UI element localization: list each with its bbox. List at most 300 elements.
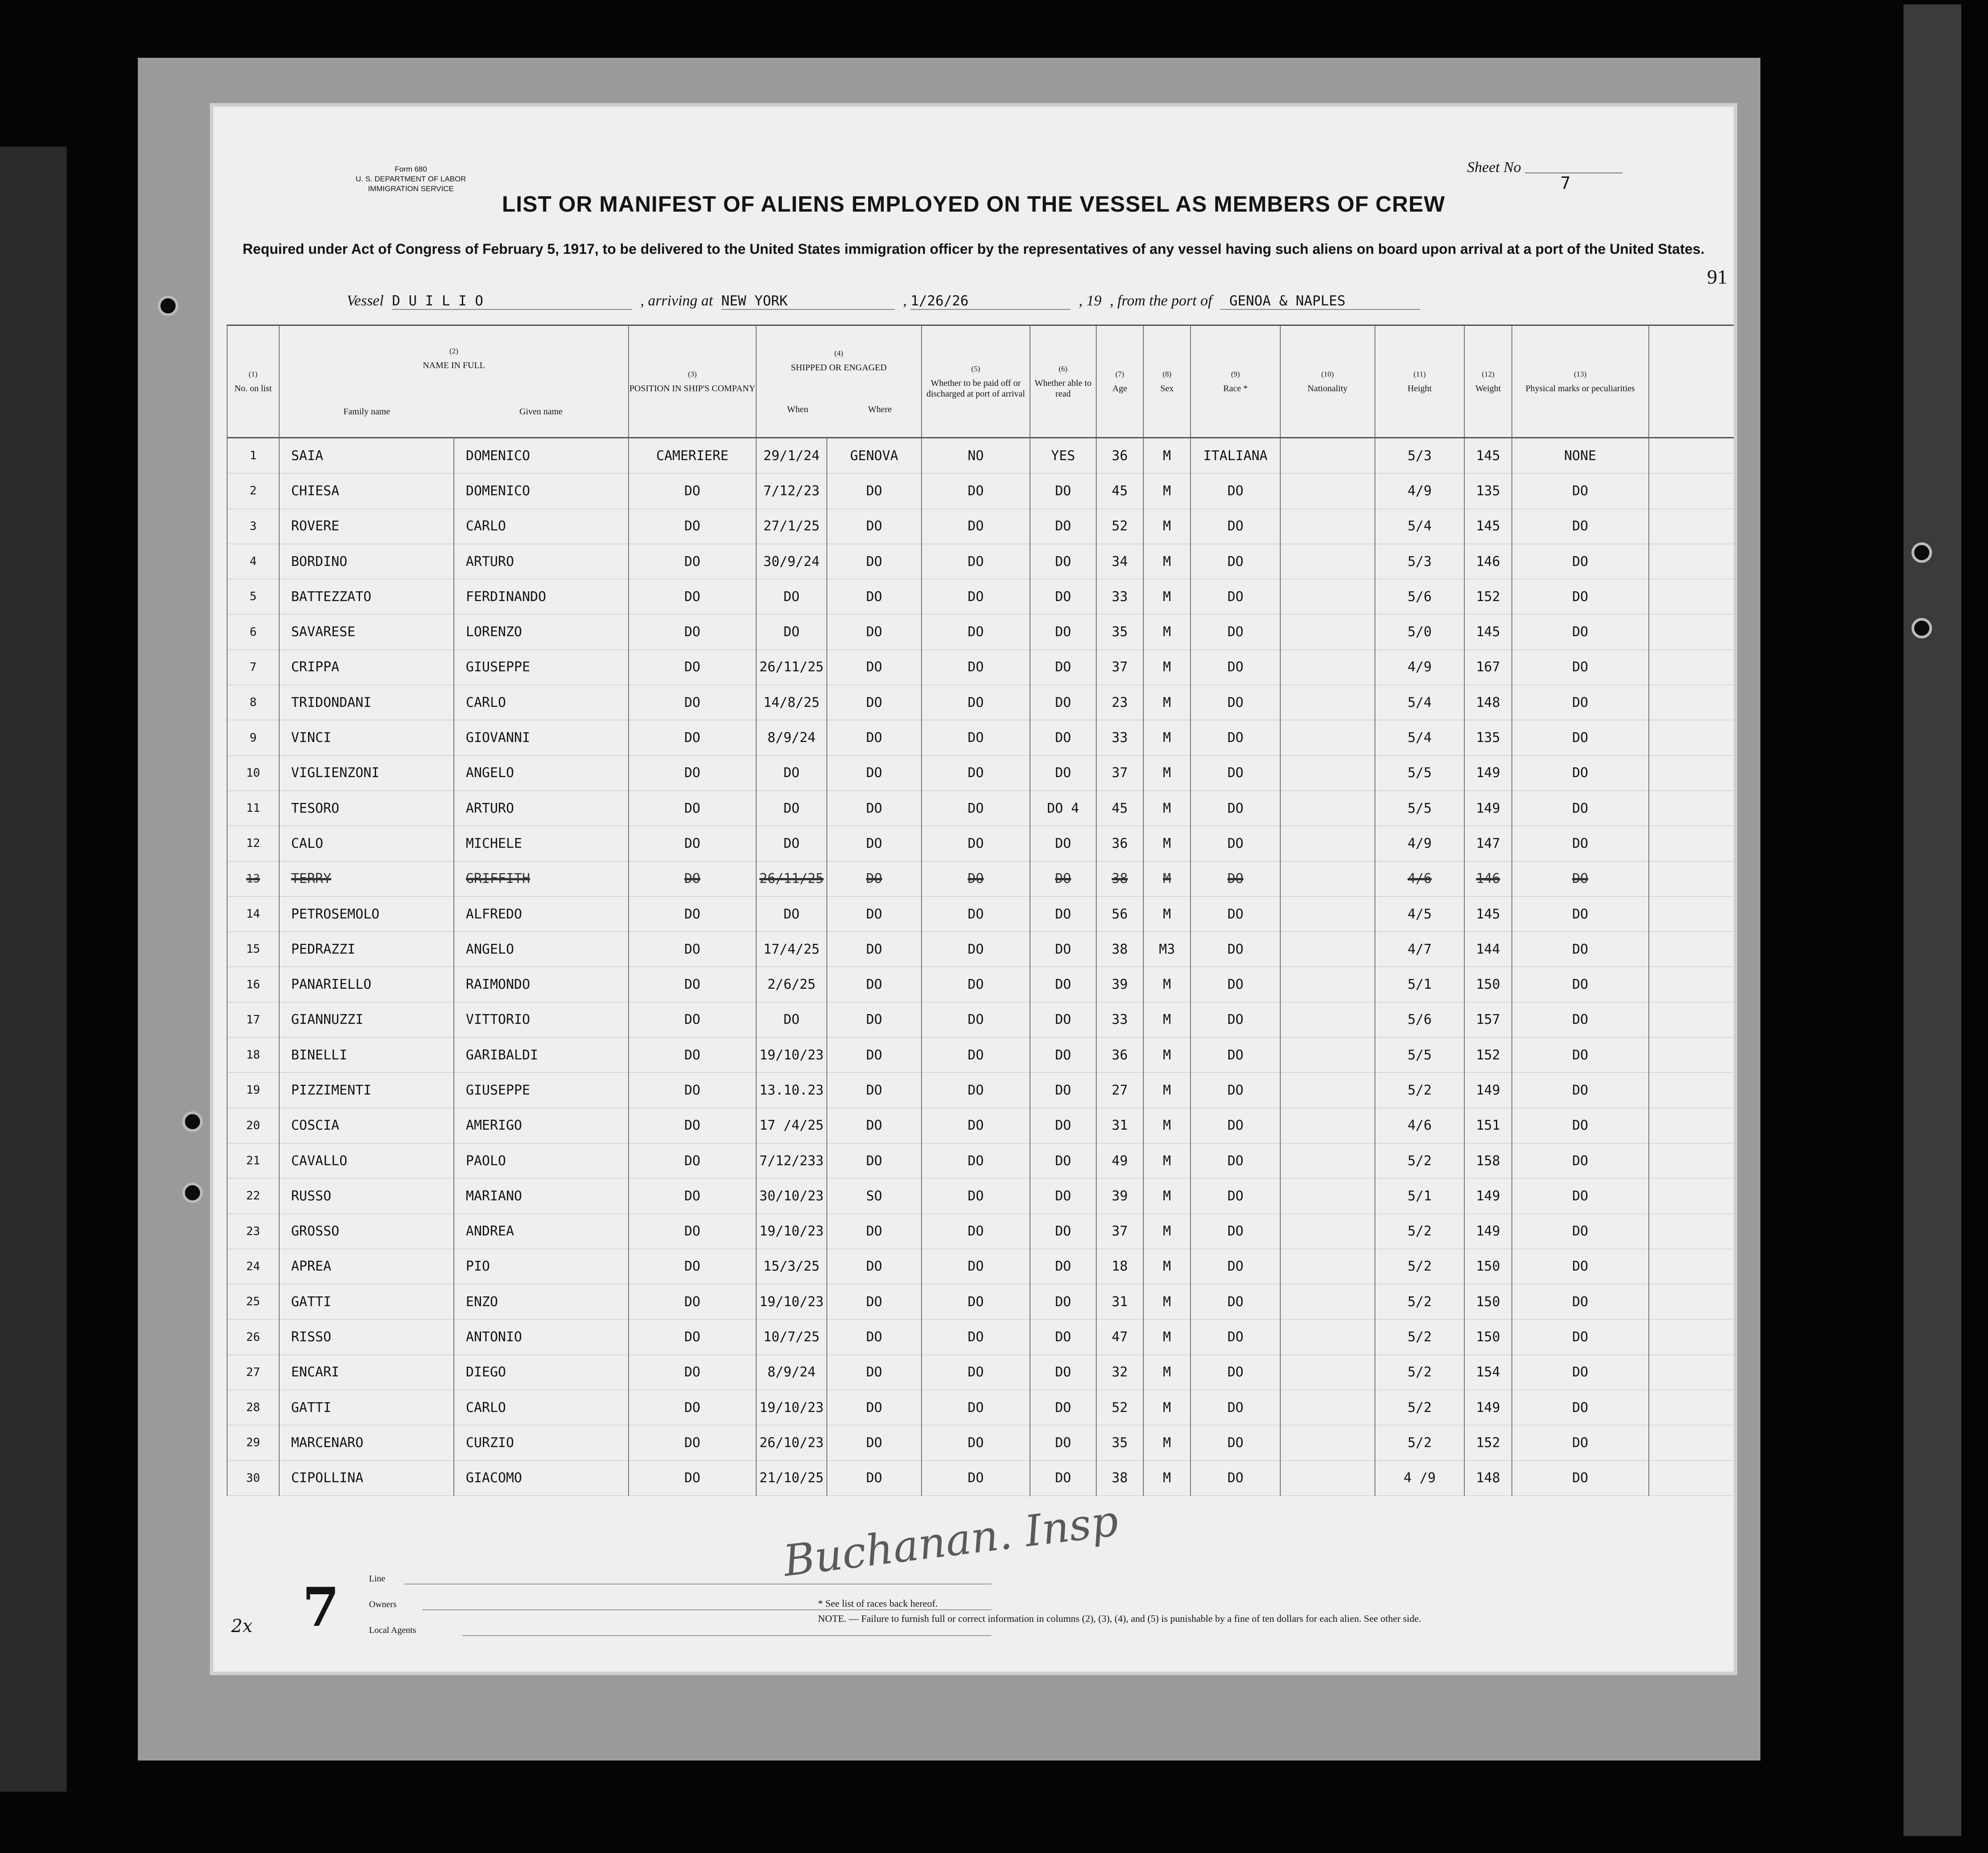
race-cell: DO [1190,720,1280,755]
family-name-cell: TERRY [279,861,454,896]
punch-hole [158,296,178,316]
nationality-cell [1280,790,1375,826]
able-to-read-cell: DO [1030,544,1096,579]
family-name-cell: RUSSO [279,1179,454,1214]
table-row [227,755,1734,790]
blank-cell-cell [1649,1320,1734,1355]
blank-cell-cell [1649,1179,1734,1214]
age-cell: 23 [1096,685,1143,720]
shipped-where-cell: DO [827,1249,921,1284]
family-name-cell: VINCI [279,720,454,755]
nationality-cell [1280,1073,1375,1108]
able-to-read-cell: DO [1030,650,1096,685]
arriving-label: , arriving at [640,293,713,309]
race-cell: DO [1190,932,1280,967]
col-shipped-header: (4) SHIPPED OR ENGAGED When Where [756,325,922,438]
weight-cell: 149 [1464,1214,1511,1249]
race-cell: DO [1190,896,1280,931]
age-cell: 36 [1096,826,1143,861]
family-name-cell: SAVARESE [279,614,454,650]
given-name-cell: LORENZO [454,614,629,650]
punch-hole [1912,618,1932,638]
able-to-read-cell: DO [1030,755,1096,790]
blank-cell-cell [1649,967,1734,1002]
given-name-cell: ARTURO [454,790,629,826]
row-number-cell: 28 [227,1390,279,1425]
nationality-cell [1280,755,1375,790]
table-row [227,685,1734,720]
given-name-cell: PAOLO [454,1143,629,1178]
row-number-cell: 24 [227,1249,279,1284]
races-note: * See list of races back hereof. [818,1598,938,1609]
race-cell: DO [1190,579,1280,614]
row-number-cell: 14 [227,896,279,931]
age-cell: 45 [1096,473,1143,509]
physical-marks-cell: DO [1512,1038,1649,1073]
height-cell: 5/2 [1375,1214,1465,1249]
col-no-header: (1) No. on list [227,325,279,438]
blank-cell-cell [1649,720,1734,755]
nationality-cell [1280,967,1375,1002]
given-name-cell: AMERIGO [454,1108,629,1143]
row-number-cell: 5 [227,579,279,614]
nationality-cell [1280,438,1375,473]
shipped-when-cell: DO [756,755,827,790]
family-name-cell: GROSSO [279,1214,454,1249]
height-cell: 5/2 [1375,1073,1465,1108]
table-row [227,1284,1734,1320]
paid-off-cell: DO [922,967,1030,1002]
shipped-when-cell: 17 /4/25 [756,1108,827,1143]
race-cell: ITALIANA [1190,438,1280,473]
given-name-cell: DOMENICO [454,438,629,473]
table-row [227,1038,1734,1073]
shipped-where-cell: DO [827,1214,921,1249]
weight-cell: 154 [1464,1355,1511,1390]
shipped-where-cell: DO [827,1425,921,1460]
sex-cell: M [1143,755,1190,790]
sheet-label: Sheet No [1467,159,1521,176]
blank-cell-cell [1649,1425,1734,1460]
sex-cell: M [1143,790,1190,826]
race-cell: DO [1190,473,1280,509]
given-name-cell: GIUSEPPE [454,650,629,685]
paid-off-cell: DO [922,755,1030,790]
sex-cell: M [1143,473,1190,509]
sex-cell: M [1143,614,1190,650]
shipped-when-cell: 2/6/25 [756,967,827,1002]
sex-cell: M [1143,1108,1190,1143]
blank-cell-cell [1649,685,1734,720]
sex-cell: M [1143,1390,1190,1425]
sex-cell: M [1143,544,1190,579]
age-cell: 39 [1096,1179,1143,1214]
family-name-cell: BATTEZZATO [279,579,454,614]
table-row [227,967,1734,1002]
height-cell: 5/2 [1375,1284,1465,1320]
family-name-cell: CHIESA [279,473,454,509]
able-to-read-cell: DO [1030,967,1096,1002]
nationality-cell [1280,861,1375,896]
fine-note: NOTE. — Failure to furnish full or correct information in columns (2), (3), (4), and (5) is punishable by a fine of ten dollars for each alien. See other side. [818,1613,1421,1624]
family-name-cell: CIPOLLINA [279,1460,454,1496]
nationality-cell [1280,1460,1375,1496]
row-number-cell: 11 [227,790,279,826]
weight-cell: 146 [1464,861,1511,896]
height-cell: 5/0 [1375,614,1465,650]
blank-cell-cell [1649,438,1734,473]
given-name-cell: ANTONIO [454,1320,629,1355]
row-number-cell: 4 [227,544,279,579]
family-name-cell: COSCIA [279,1108,454,1143]
height-cell: 5/5 [1375,1038,1465,1073]
sex-cell: M [1143,1284,1190,1320]
paid-off-cell: DO [922,1390,1030,1425]
shipped-when-cell: 7/12/233 [756,1143,827,1178]
given-name-cell: DIEGO [454,1355,629,1390]
shipped-when-cell: 13.10.23 [756,1073,827,1108]
sex-cell: M [1143,438,1190,473]
shipped-where-cell: SO [827,1179,921,1214]
position-cell: DO [629,1460,756,1496]
sex-cell: M [1143,509,1190,544]
race-cell: DO [1190,967,1280,1002]
shipped-when-cell: 26/11/25 [756,650,827,685]
physical-marks-cell: DO [1512,650,1649,685]
age-cell: 31 [1096,1108,1143,1143]
table-row [227,1320,1734,1355]
given-name-cell: FERDINANDO [454,579,629,614]
age-cell: 49 [1096,1143,1143,1178]
page-number: 91 [1707,265,1727,288]
sex-cell: M [1143,1143,1190,1178]
weight-cell: 149 [1464,1073,1511,1108]
shipped-when-cell: DO [756,896,827,931]
paid-off-cell: DO [922,861,1030,896]
given-name-cell: CARLO [454,509,629,544]
shipped-where-cell: DO [827,790,921,826]
sex-cell: M [1143,1179,1190,1214]
paid-off-cell: DO [922,1460,1030,1496]
row-number-cell: 26 [227,1320,279,1355]
sex-cell: M [1143,1355,1190,1390]
weight-cell: 149 [1464,790,1511,826]
shipped-when-cell: 30/9/24 [756,544,827,579]
weight-cell: 158 [1464,1143,1511,1178]
race-cell: DO [1190,1249,1280,1284]
family-name-cell: GIANNUZZI [279,1002,454,1037]
position-cell: DO [629,861,756,896]
family-name-cell: PIZZIMENTI [279,1073,454,1108]
page-subtitle: Required under Act of Congress of February 5, 1917, to be delivered to the United States immigration officer by the representatives of any vessel having such aliens on board upon arrival at a port of the United States. [242,241,1705,257]
height-cell: 5/1 [1375,1179,1465,1214]
col-weight-header: (12) Weight [1464,325,1511,438]
race-cell: DO [1190,614,1280,650]
blank-cell-cell [1649,826,1734,861]
shipped-where-cell: DO [827,720,921,755]
sex-cell: M [1143,685,1190,720]
nationality-cell [1280,473,1375,509]
sex-cell: M [1143,861,1190,896]
table-row [227,544,1734,579]
table-row [227,650,1734,685]
family-name-cell: PANARIELLO [279,967,454,1002]
weight-cell: 135 [1464,720,1511,755]
position-cell: DO [629,932,756,967]
paid-off-cell: DO [922,1108,1030,1143]
blank-cell-cell [1649,1108,1734,1143]
shipped-where-cell: DO [827,1073,921,1108]
table-row [227,1002,1734,1037]
weight-cell: 150 [1464,1249,1511,1284]
shipped-where-cell: DO [827,544,921,579]
age-cell: 45 [1096,790,1143,826]
shipped-when-cell: 29/1/24 [756,438,827,473]
from-port-label: , from the port of [1110,293,1212,309]
page-title: LIST OR MANIFEST OF ALIENS EMPLOYED ON THE VESSEL AS MEMBERS OF CREW [502,192,1445,217]
col-height-header: (11) Height [1375,325,1465,438]
family-name-cell: TRIDONDANI [279,685,454,720]
paid-off-cell: DO [922,614,1030,650]
year-label: , 19 [1078,293,1102,309]
row-number-cell: 25 [227,1284,279,1320]
shipped-when-cell: DO [756,826,827,861]
punch-hole [182,1111,203,1132]
weight-cell: 148 [1464,1460,1511,1496]
form-header [356,164,466,194]
race-cell: DO [1190,1460,1280,1496]
row-number-cell: 18 [227,1038,279,1073]
sex-cell: M3 [1143,932,1190,967]
blank-cell-cell [1649,1249,1734,1284]
blank-cell-cell [1649,1002,1734,1037]
shipped-where-cell: DO [827,861,921,896]
family-name-cell: SAIA [279,438,454,473]
shipped-when-cell: DO [756,579,827,614]
height-cell: 5/3 [1375,544,1465,579]
family-name-cell: TESORO [279,790,454,826]
nationality-cell [1280,1425,1375,1460]
table-row [227,861,1734,896]
physical-marks-cell: DO [1512,861,1649,896]
shipped-when-cell: 7/12/23 [756,473,827,509]
row-number-cell: 10 [227,755,279,790]
row-number-cell: 22 [227,1179,279,1214]
able-to-read-cell: DO [1030,1284,1096,1320]
blank-cell-cell [1649,932,1734,967]
punch-hole [182,1183,203,1203]
col-sex-header: (8) Sex [1143,325,1190,438]
sex-cell: M [1143,896,1190,931]
table-row [227,1425,1734,1460]
height-cell: 5/4 [1375,720,1465,755]
physical-marks-cell: DO [1512,1143,1649,1178]
position-cell: DO [629,1284,756,1320]
height-cell: 5/2 [1375,1143,1465,1178]
sex-cell: M [1143,1425,1190,1460]
vessel-label: Vessel [347,293,384,309]
given-name-cell: ANGELO [454,755,629,790]
nationality-cell [1280,1179,1375,1214]
nationality-cell [1280,1002,1375,1037]
height-cell: 4 /9 [1375,1460,1465,1496]
age-cell: 33 [1096,720,1143,755]
shipped-where-cell: DO [827,1108,921,1143]
age-cell: 31 [1096,1284,1143,1320]
blank-cell-cell [1649,1143,1734,1178]
race-cell: DO [1190,1214,1280,1249]
given-name-cell: MICHELE [454,826,629,861]
age-cell: 34 [1096,544,1143,579]
family-name-cell: PEDRAZZI [279,932,454,967]
race-cell: DO [1190,1002,1280,1037]
height-cell: 5/5 [1375,755,1465,790]
position-cell: CAMERIERE [629,438,756,473]
paid-off-cell: NO [922,438,1030,473]
table-row [227,932,1734,967]
able-to-read-cell: DO [1030,1355,1096,1390]
age-cell: 37 [1096,650,1143,685]
height-cell: 5/4 [1375,509,1465,544]
weight-cell: 147 [1464,826,1511,861]
race-cell: DO [1190,1143,1280,1178]
race-cell: DO [1190,861,1280,896]
age-cell: 35 [1096,614,1143,650]
age-cell: 38 [1096,932,1143,967]
position-cell: DO [629,1143,756,1178]
race-cell: DO [1190,1425,1280,1460]
physical-marks-cell: DO [1512,1284,1649,1320]
able-to-read-cell: DO 4 [1030,790,1096,826]
able-to-read-cell: DO [1030,1108,1096,1143]
height-cell: 5/2 [1375,1320,1465,1355]
age-cell: 36 [1096,1038,1143,1073]
age-cell: 39 [1096,967,1143,1002]
weight-cell: 150 [1464,1284,1511,1320]
blank-cell-cell [1649,896,1734,931]
height-cell: 5/1 [1375,967,1465,1002]
col-race-header: (9) Race * [1190,325,1280,438]
physical-marks-cell: NONE [1512,438,1649,473]
table-row [227,438,1734,473]
weight-cell: 150 [1464,967,1511,1002]
given-name-cell: ENZO [454,1284,629,1320]
paid-off-cell: DO [922,896,1030,931]
able-to-read-cell: DO [1030,685,1096,720]
given-name-cell: GIOVANNI [454,720,629,755]
race-cell: DO [1190,790,1280,826]
shipped-where-cell: DO [827,932,921,967]
paid-off-cell: DO [922,544,1030,579]
footer-owners-label: Owners [369,1600,397,1609]
weight-cell: 135 [1464,473,1511,509]
given-name-cell: CARLO [454,1390,629,1425]
weight-cell: 150 [1464,1320,1511,1355]
weight-cell: 149 [1464,755,1511,790]
sex-cell: M [1143,826,1190,861]
sex-cell: M [1143,1073,1190,1108]
family-name-cell: VIGLIENZONI [279,755,454,790]
family-name-cell: ENCARI [279,1355,454,1390]
position-cell: DO [629,1249,756,1284]
age-cell: 36 [1096,438,1143,473]
given-name-cell: VITTORIO [454,1002,629,1037]
given-name-cell: GRIFFITH [454,861,629,896]
nationality-cell [1280,1320,1375,1355]
nationality-cell [1280,932,1375,967]
given-name-cell: ALFREDO [454,896,629,931]
able-to-read-cell: DO [1030,614,1096,650]
shipped-where-cell: DO [827,1038,921,1073]
blank-cell-cell [1649,509,1734,544]
able-to-read-cell: DO [1030,1320,1096,1355]
table-row [227,509,1734,544]
height-cell: 4/6 [1375,1108,1465,1143]
table-header-row [227,325,1734,438]
physical-marks-cell: DO [1512,755,1649,790]
table-row [227,1073,1734,1108]
race-cell: DO [1190,1108,1280,1143]
weight-cell: 167 [1464,650,1511,685]
row-number-cell: 2 [227,473,279,509]
physical-marks-cell: DO [1512,685,1649,720]
position-cell: DO [629,1038,756,1073]
table-row [227,473,1734,509]
age-cell: 32 [1096,1355,1143,1390]
family-name-cell: GATTI [279,1390,454,1425]
row-number-cell: 23 [227,1214,279,1249]
given-name-cell: CURZIO [454,1425,629,1460]
col-age-header: (7) Age [1096,325,1143,438]
binder-left-edge [0,147,67,1792]
height-cell: 5/2 [1375,1390,1465,1425]
shipped-when-cell: 19/10/23 [756,1214,827,1249]
row-number-cell: 13 [227,861,279,896]
blank-cell-cell [1649,1038,1734,1073]
table-row [227,1249,1734,1284]
able-to-read-cell: DO [1030,1002,1096,1037]
nationality-cell [1280,1249,1375,1284]
shipped-where-cell: DO [827,473,921,509]
blank-cell-cell [1649,650,1734,685]
nationality-cell [1280,685,1375,720]
blank-cell-cell [1649,790,1734,826]
weight-cell: 152 [1464,1038,1511,1073]
position-cell: DO [629,614,756,650]
row-number-cell: 20 [227,1108,279,1143]
paid-off-cell: DO [922,1002,1030,1037]
race-cell: DO [1190,685,1280,720]
able-to-read-cell: DO [1030,473,1096,509]
physical-marks-cell: DO [1512,1355,1649,1390]
given-name-cell: GIUSEPPE [454,1073,629,1108]
able-to-read-cell: DO [1030,720,1096,755]
age-cell: 33 [1096,1002,1143,1037]
shipped-where-cell: DO [827,1143,921,1178]
able-to-read-cell: DO [1030,1038,1096,1073]
shipped-when-cell: 26/11/25 [756,861,827,896]
able-to-read-cell: DO [1030,1425,1096,1460]
given-name-cell: DOMENICO [454,473,629,509]
paid-off-cell: DO [922,1179,1030,1214]
shipped-when-cell: 8/9/24 [756,720,827,755]
paid-off-cell: DO [922,473,1030,509]
able-to-read-cell: DO [1030,1179,1096,1214]
given-name-cell: ANDREA [454,1214,629,1249]
height-cell: 5/5 [1375,790,1465,826]
paid-off-cell: DO [922,685,1030,720]
physical-marks-cell: DO [1512,1425,1649,1460]
